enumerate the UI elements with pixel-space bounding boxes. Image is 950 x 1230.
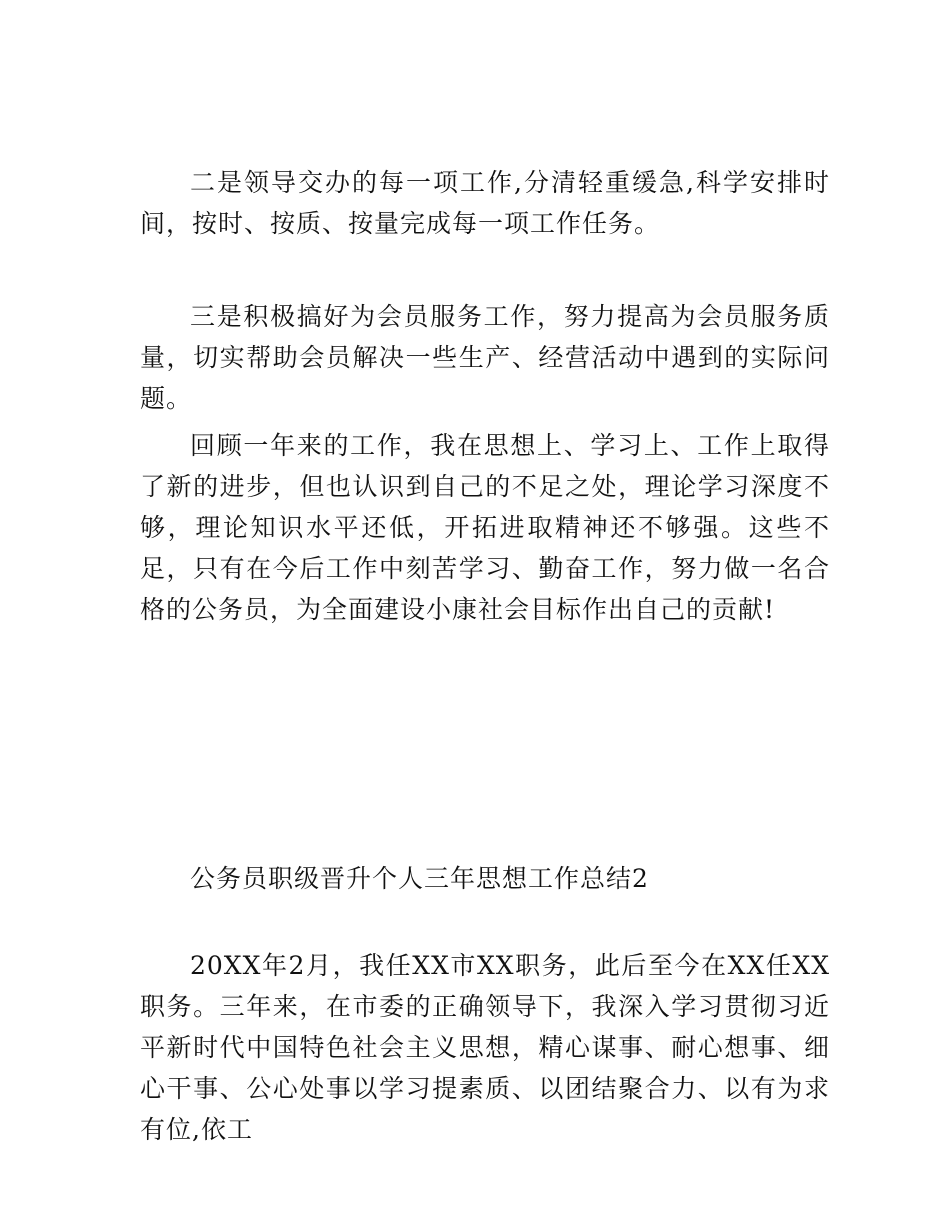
paragraph-work-arrangement: 二是领导交办的每一项工作,分清轻重缓急,科学安排时间，按时、按质、按量完成每一项工作任务。 bbox=[140, 168, 830, 238]
paragraph-review: 回顾一年来的工作，我在思想上、学习上、工作上取得了新的进步，但也认识到自己的不足之处，理论学习深度不够，理论知识水平还低，开拓进取精神还不够强。这些不足，只有在今后工作中刻苦学习、勤奋工作，努力做一名合格的公务员，为全面建设小康社会目标作出自己的贡献! bbox=[140, 431, 830, 624]
section-title: 公务员职级晋升个人三年思想工作总结2 bbox=[190, 864, 649, 893]
paragraph-member-service: 三是积极搞好为会员服务工作，努力提高为会员服务质量，切实帮助会员解决一些生产、经营活动中遇到的实际问题。 bbox=[140, 302, 830, 413]
paragraph-section-intro: 20XX年2月，我任XX市XX职务，此后至今在XX任XX职务。三年来，在市委的正确领导下，我深入学习贯彻习近平新时代中国特色社会主义思想，精心谋事、耐心想事、细心干事、公心处事以学习提素质、以团结聚合力、以有为求有位,依工 bbox=[140, 951, 830, 1144]
